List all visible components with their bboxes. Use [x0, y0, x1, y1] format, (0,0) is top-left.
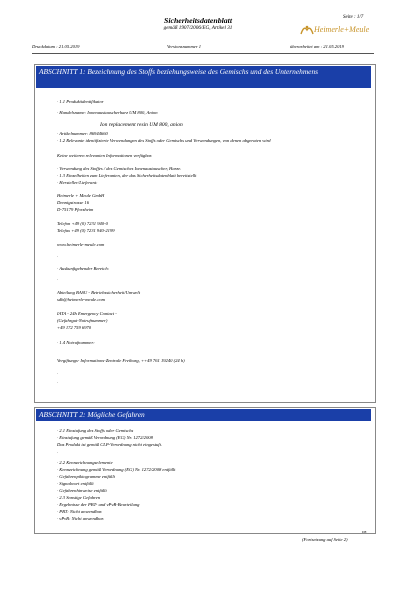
section-2-line: · Signalwort entfällt	[57, 481, 94, 486]
section-1-heading: ABSCHNITT 1: Bezeichnung des Stoffs beziehungsweise des Gemischs und des Unternehmens	[36, 66, 371, 88]
section-1-line: (Gefahrgut-Notrufnummer)	[57, 318, 108, 323]
section-1-line: · 1.1 Produktidentifikator	[57, 99, 104, 104]
section-2-line: ·	[57, 450, 59, 455]
section-1-line: · Artikelnummer: 86944660	[57, 131, 108, 136]
page-number: Seite : 1/7	[343, 15, 364, 20]
section-1-line: Ion replacement resin UM 800, anion	[100, 122, 183, 128]
section-2-line: Das Produkt ist gemäß CLP-Verordnung nicht eingestuft.	[57, 442, 163, 447]
section-2-line: · Gefahrenpiktogramme entfällt	[57, 474, 115, 479]
section-2-line: · 2.2 Kennzeichnungselemente	[57, 460, 113, 465]
section-1-line: · 1.2 Relevante identifizierte Verwendungen des Stoffs oder Gemischs und Verwendungen, von denen abgeraten wird	[57, 138, 271, 143]
document-title: Sicherheitsdatenblatt	[163, 16, 232, 25]
section-2-line: · PBT: Nicht anwendbar.	[57, 509, 103, 514]
logo-text: Heimerle+Meule	[314, 25, 370, 34]
section-1-line: ·	[57, 380, 59, 385]
print-date: Druckdatum : 21.05.2019	[32, 44, 80, 49]
page-end-mark: DE	[362, 530, 367, 534]
section-1-line: ·	[57, 254, 59, 259]
section-2-heading: ABSCHNITT 2: Mögliche Gefahren	[36, 409, 371, 421]
section-2-line: · vPvB: Nicht anwendbar.	[57, 516, 105, 521]
section-1-line: · 1.4 Notrufnummer:	[57, 340, 95, 345]
section-1-line: · 1.3 Einzelheiten zum Lieferanten, der das Sicherheitsdatenblatt bereitstellt	[57, 173, 197, 178]
section-1-line: · Verwendung des Stoffes / des Gemisches Ionenaustauscher, Harze.	[57, 166, 182, 171]
section-2-line: · Kennzeichnung gemäß Verordnung (EG) Nr. 1272/2008 entfällt	[57, 467, 176, 472]
section-1-line: Keine weiteren relevanten Informationen verfügbar.	[57, 153, 153, 158]
company-logo	[300, 24, 372, 36]
section-2-line: · Gefahrenhinweise entfällt	[57, 488, 107, 493]
section-1-line: Telefax +49 (0) 7231 940-2199	[57, 228, 115, 233]
section-1-line: ·	[57, 371, 59, 376]
document-subtitle: gemäß 1907/2006/EG, Artikel 31	[163, 25, 233, 31]
section-1-line: · Hersteller/Lieferant:	[57, 180, 98, 185]
section-1-link[interactable]: www.heimerle-meule.com	[57, 242, 105, 247]
section-2-line: · 2.1 Einstufung des Stoffs oder Gemischs	[57, 428, 134, 433]
logo-mark-icon	[300, 24, 314, 36]
section-2-line: · Ergebnisse der PBT- und vPvB-Beurteilung	[57, 502, 140, 507]
section-2-line: · 2.3 Sonstige Gefahren	[57, 495, 101, 500]
version-number: Versionsnummer 1	[167, 44, 202, 49]
section-1-line: Dennigstrasse 16	[57, 200, 90, 205]
section-1-line: +49 172 759 6970	[57, 325, 92, 330]
section-2-line: · Einstufung gemäß Verordnung (EG) Nr. 1272/2008	[57, 435, 153, 440]
section-1-line: IATA - 24h Emergency Contact -	[57, 311, 117, 316]
section-1-line: ·	[57, 277, 59, 282]
continuation-note: (Fortsetzung auf Seite 2)	[302, 537, 348, 542]
header-divider	[32, 53, 374, 54]
section-1-line: Heimerle + Meule GmbH	[57, 193, 105, 198]
section-1-line: · Handelsname: Ionenaustauscherharz UM 800, Anion	[57, 110, 158, 115]
section-1-email[interactable]: sdb@heimerle-meule.com	[57, 297, 105, 302]
section-1-line: D-75179 Pforzheim	[57, 207, 94, 212]
section-1-line: Vergiftungs- Informations-Zentrale Freiburg, ++49 761 19240 (24 h)	[57, 358, 185, 363]
section-1-line: Abteilung BASU - Betriebssicherheit/Umwelt	[57, 290, 140, 295]
section-1-line: · Auskunftgebender Bereich:	[57, 266, 110, 271]
revision-date: überarbeitet am : 21.05.2019	[290, 44, 344, 49]
section-1-line: Telefon +49 (0) 7231 940-0	[57, 221, 108, 226]
